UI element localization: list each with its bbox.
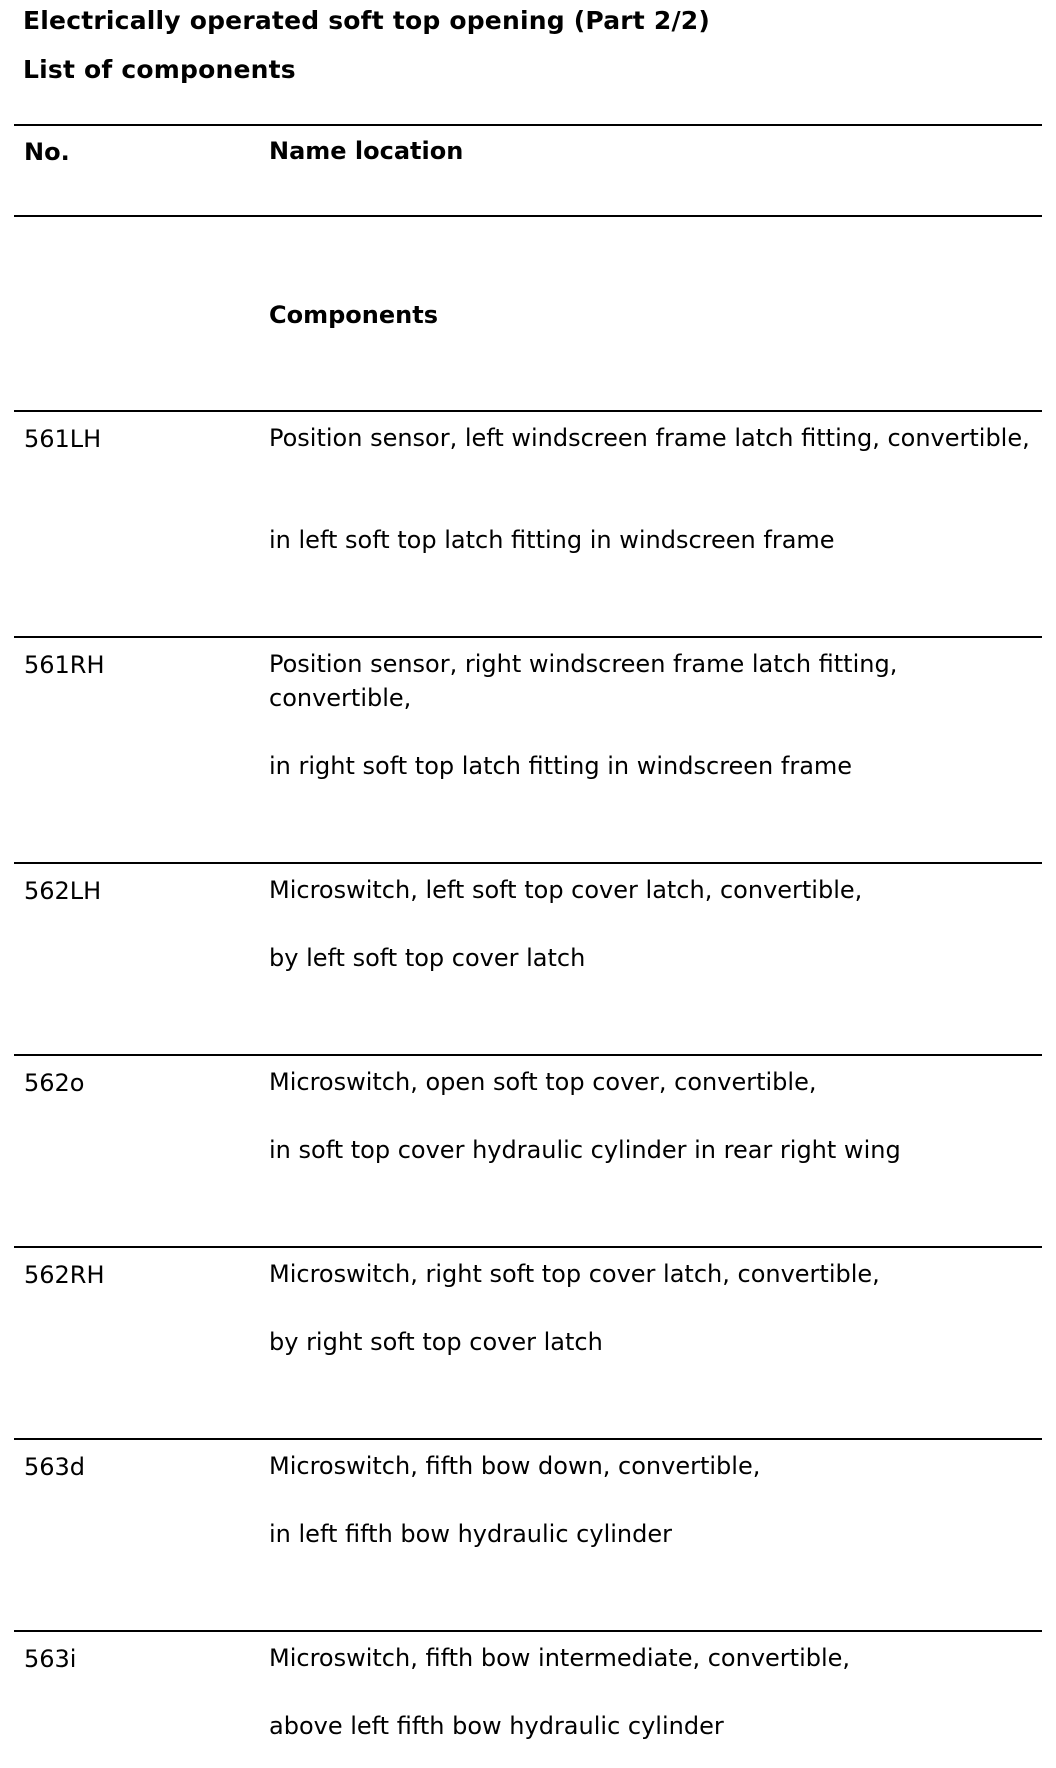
document-subtitle: List of components: [23, 55, 296, 84]
row-divider: [14, 1054, 1042, 1056]
header-no: No.: [24, 138, 70, 166]
component-number: 562o: [24, 1069, 85, 1097]
component-name: Microswitch, fifth bow down, convertible,: [269, 1452, 761, 1480]
row-divider: [14, 1630, 1042, 1632]
row-divider: [14, 862, 1042, 864]
component-number: 561RH: [24, 651, 105, 679]
component-location: by right soft top cover latch: [269, 1328, 603, 1356]
row-divider: [14, 636, 1042, 638]
section-heading-components: Components: [269, 301, 438, 329]
component-name: Microswitch, fifth bow intermediate, convertible,: [269, 1644, 851, 1672]
component-number: 563i: [24, 1645, 77, 1673]
table-top-rule: [14, 124, 1042, 126]
component-location: in left soft top latch fitting in windscreen frame: [269, 526, 835, 554]
component-number: 563d: [24, 1453, 86, 1481]
header-bottom-rule: [14, 215, 1042, 217]
component-name: Microswitch, open soft top cover, convertible,: [269, 1068, 817, 1096]
row-divider: [14, 1246, 1042, 1248]
row-divider: [14, 1438, 1042, 1440]
component-location: by left soft top cover latch: [269, 944, 586, 972]
component-number: 562RH: [24, 1261, 105, 1289]
component-number: 562LH: [24, 877, 102, 905]
component-location: in soft top cover hydraulic cylinder in rear right wing: [269, 1136, 901, 1164]
component-location: above left fifth bow hydraulic cylinder: [269, 1712, 724, 1740]
component-name: Microswitch, right soft top cover latch, convertible,: [269, 1260, 880, 1288]
row-divider: [14, 410, 1042, 412]
header-name-location: Name location: [269, 137, 464, 165]
component-number: 561LH: [24, 425, 102, 453]
component-name: Position sensor, left windscreen frame latch fitting, convertible,: [269, 424, 1030, 452]
component-location: in right soft top latch fitting in windscreen frame: [269, 752, 853, 780]
component-name: Position sensor, right windscreen frame latch fitting, convertible,: [269, 650, 898, 712]
component-name: Microswitch, left soft top cover latch, convertible,: [269, 876, 863, 904]
document-title: Electrically operated soft top opening (Part 2/2): [23, 6, 711, 35]
component-location: in left fifth bow hydraulic cylinder: [269, 1520, 672, 1548]
